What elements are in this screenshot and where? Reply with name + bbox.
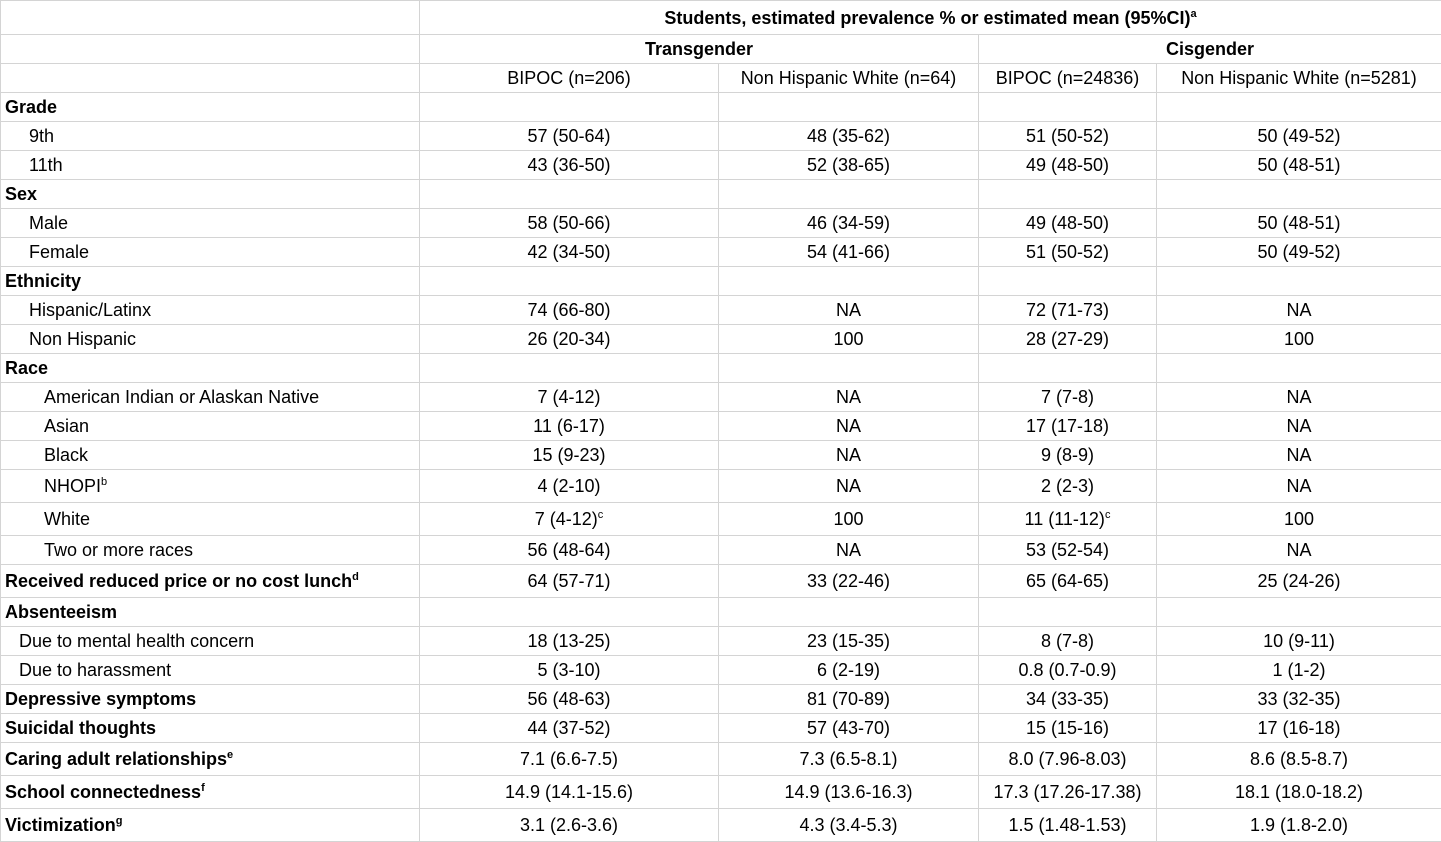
cell-value: NA [1157,412,1441,441]
cell-value: 7 (4-12) [420,383,719,412]
row-label: Ethnicity [1,267,420,296]
cell-value: 18.1 (18.0-18.2) [1157,776,1441,809]
section-row-grade [1,93,1441,122]
cell-value: 81 (70-89) [719,685,979,714]
row-label: White [1,503,420,536]
row-label: Asian [1,412,420,441]
table-row [1,151,1441,180]
row-label: Sex [1,180,420,209]
cell-value: NA [1157,441,1441,470]
cell-value: 3.1 (2.6-3.6) [420,809,719,842]
cell-value: 7.3 (6.5-8.1) [719,743,979,776]
row-label: Due to harassment [1,656,420,685]
cell-value: 49 (48-50) [979,209,1157,238]
row-label: 9th [1,122,420,151]
section-row-race [1,354,1441,383]
cell-value: 4.3 (3.4-5.3) [719,809,979,842]
cell-value: NA [719,441,979,470]
section-row-sex [1,180,1441,209]
section-row-ethnicity [1,267,1441,296]
cell-value: 34 (33-35) [979,685,1157,714]
col-trans-white: Non Hispanic White (n=64) [719,64,979,93]
section-row-absenteeism [1,598,1441,627]
cell-value: 74 (66-80) [420,296,719,325]
row-label: Caring adult relationships$^e$ [1,743,420,776]
table-row [1,503,1441,536]
row-label: School connectedness$^f$ [1,776,420,809]
row-label: Race [1,354,420,383]
row-label: Depressive symptoms [1,685,420,714]
cell-value: 50 (49-52) [1157,122,1441,151]
cell-value: 9 (8-9) [979,441,1157,470]
cell-value: NA [719,383,979,412]
cell-value: 18 (13-25) [420,627,719,656]
cell-value: NA [1157,383,1441,412]
cell-value: 46 (34-59) [719,209,979,238]
cell-value: 53 (52-54) [979,536,1157,565]
cell-value: 15 (15-16) [979,714,1157,743]
table-row [1,296,1441,325]
cell-value: 7 (7-8) [979,383,1157,412]
table-row [1,776,1441,809]
table-row [1,383,1441,412]
cell-value: 100 [719,503,979,536]
cell-value: 50 (48-51) [1157,209,1441,238]
cell-value: 23 (15-35) [719,627,979,656]
cell-value: 1.5 (1.48-1.53) [979,809,1157,842]
group-cisgender: Cisgender [979,35,1441,64]
cell-value: 25 (24-26) [1157,565,1441,598]
cell-value: 11 (6-17) [420,412,719,441]
cell-value: NA [719,296,979,325]
cell-value: NA [1157,296,1441,325]
table-row [1,685,1441,714]
row-label: Two or more races [1,536,420,565]
table-row [1,209,1441,238]
cell-value: 2 (2-3) [979,470,1157,503]
cell-value: NA [1157,470,1441,503]
cell-value: NA [719,470,979,503]
cell-value: 56 (48-64) [420,536,719,565]
group-transgender: Transgender [420,35,979,64]
cell-value: 33 (32-35) [1157,685,1441,714]
table-row [1,627,1441,656]
cell-value: 65 (64-65) [979,565,1157,598]
header-row-title [1,1,1441,35]
table-row [1,809,1441,842]
cell-value: 52 (38-65) [719,151,979,180]
row-label: Absenteeism [1,598,420,627]
cell-value: NA [719,536,979,565]
cell-value: NA [1157,536,1441,565]
cell-value: 72 (71-73) [979,296,1157,325]
cell-value: 28 (27-29) [979,325,1157,354]
cell-value: 14.9 (14.1-15.6) [420,776,719,809]
header-row-groups [1,35,1441,64]
cell-value: 7 $(4-12)^c$ [420,503,719,536]
cell-value: 51 (50-52) [979,238,1157,267]
cell-value: 57 (50-64) [420,122,719,151]
row-label: NHOPI$^b$ [1,470,420,503]
table-row [1,325,1441,354]
cell-value: 11 $(11-12)^c$ [979,503,1157,536]
cell-value: 7.1 (6.6-7.5) [420,743,719,776]
col-trans-bipoc: BIPOC (n=206) [420,64,719,93]
cell-value: 50 (49-52) [1157,238,1441,267]
cell-value: 43 (36-50) [420,151,719,180]
cell-value: 15 (9-23) [420,441,719,470]
table-row [1,656,1441,685]
cell-value: 26 (20-34) [420,325,719,354]
cell-value: 6 (2-19) [719,656,979,685]
cell-value: 17 (16-18) [1157,714,1441,743]
table-row [1,470,1441,503]
cell-value: 17 (17-18) [979,412,1157,441]
cell-value: NA [719,412,979,441]
cell-value: 100 [719,325,979,354]
cell-value: 49 (48-50) [979,151,1157,180]
table-row [1,122,1441,151]
table-row [1,238,1441,267]
table-row [1,565,1441,598]
row-label: Received reduced price or no cost lunch$^d$ [1,565,420,598]
row-label: 11th [1,151,420,180]
cell-value: 1.9 (1.8-2.0) [1157,809,1441,842]
header-row-columns [1,64,1441,93]
table-row [1,536,1441,565]
cell-value: 56 (48-63) [420,685,719,714]
cell-value: 17.3 (17.26-17.38) [979,776,1157,809]
cell-value: 5 (3-10) [420,656,719,685]
cell-value: 0.8 (0.7-0.9) [979,656,1157,685]
table-row [1,714,1441,743]
cell-value: 1 (1-2) [1157,656,1441,685]
cell-value: 8.0 (7.96-8.03) [979,743,1157,776]
row-label: Hispanic/Latinx [1,296,420,325]
cell-value: 50 (48-51) [1157,151,1441,180]
cell-value: 14.9 (13.6-16.3) [719,776,979,809]
cell-value: 8.6 (8.5-8.7) [1157,743,1441,776]
row-label: Grade [1,93,420,122]
cell-value: 33 (22-46) [719,565,979,598]
table-row [1,743,1441,776]
cell-value: 100 [1157,325,1441,354]
header-corner-cell [1,1,420,35]
row-label: American Indian or Alaskan Native [1,383,420,412]
table-row [1,441,1441,470]
cell-value: 58 (50-66) [420,209,719,238]
cell-value: 44 (37-52) [420,714,719,743]
table-row [1,412,1441,441]
cell-value: 57 (43-70) [719,714,979,743]
row-label: Suicidal thoughts [1,714,420,743]
cell-value: 42 (34-50) [420,238,719,267]
cell-value: 51 (50-52) [979,122,1157,151]
table-main-title: Students, estimated prevalence % or estimated mean $(95\%CI)^a$ [420,1,1441,35]
col-cis-white: Non Hispanic White (n=5281) [1157,64,1441,93]
col-cis-bipoc: BIPOC (n=24836) [979,64,1157,93]
row-label: Due to mental health concern [1,627,420,656]
cell-value: 8 (7-8) [979,627,1157,656]
cell-value: 48 (35-62) [719,122,979,151]
cell-value: 4 (2-10) [420,470,719,503]
cell-value: 100 [1157,503,1441,536]
cell-value: 64 (57-71) [420,565,719,598]
row-label: Black [1,441,420,470]
row-label: Male [1,209,420,238]
cell-value: 10 (9-11) [1157,627,1441,656]
row-label: Victimization$^g$ [1,809,420,842]
row-label: Non Hispanic [1,325,420,354]
row-label: Female [1,238,420,267]
cell-value: 54 (41-66) [719,238,979,267]
